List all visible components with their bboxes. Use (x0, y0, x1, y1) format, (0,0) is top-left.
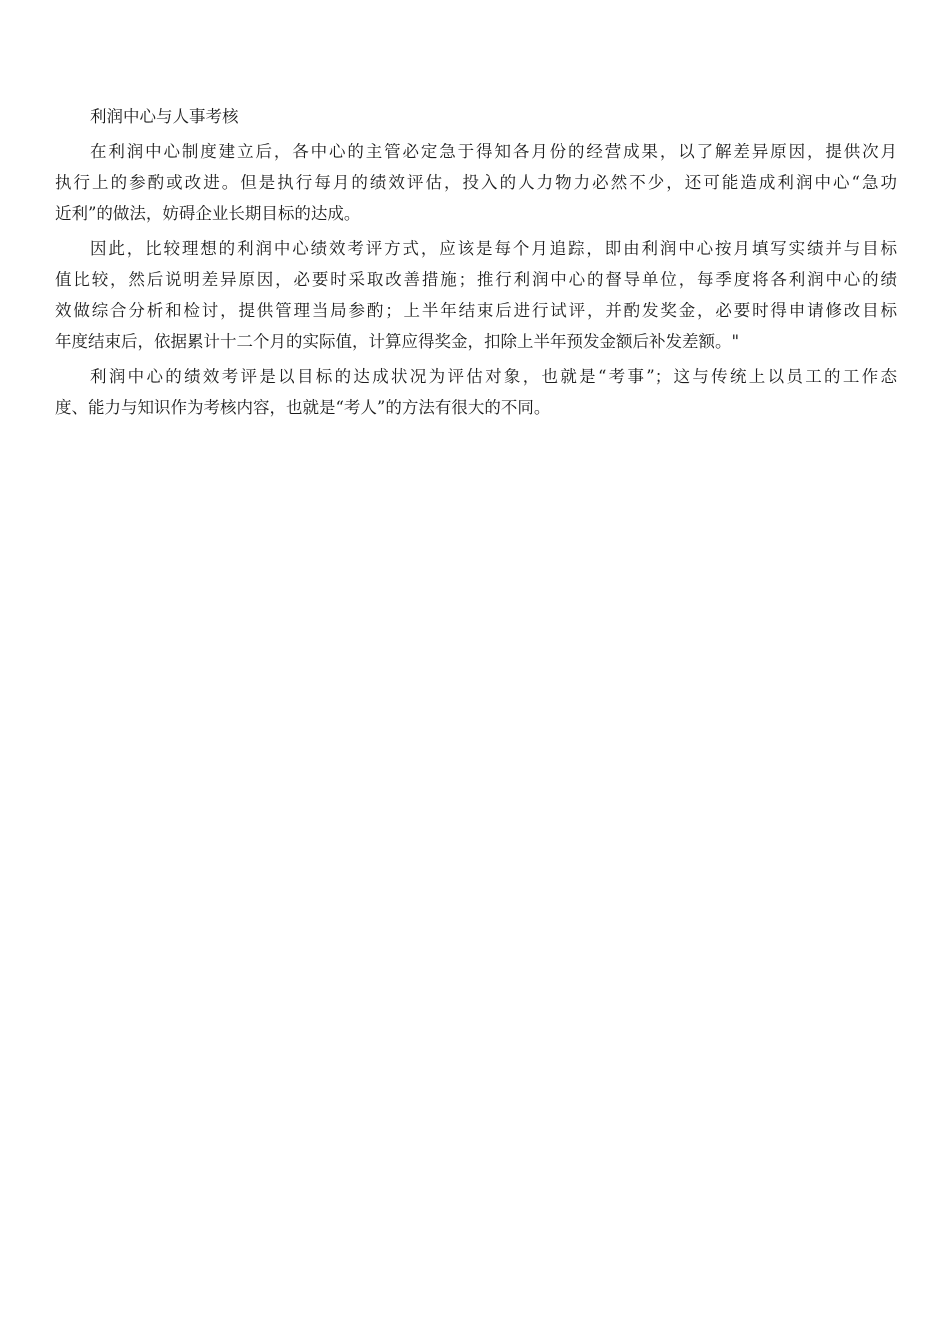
paragraph-line: 度、能力与知识作为考核内容，也就是“考人”的方法有很大的不同。 (55, 398, 551, 417)
paragraph-line: 在利润中心制度建立后，各中心的主管必定急于得知各月份的经营成果，以了解差异原因，提供次月 (90, 142, 897, 161)
paragraph-3 (55, 361, 897, 423)
paragraph-2 (55, 233, 897, 357)
paragraph-line: 近利”的做法，妨碍企业长期目标的达成。 (55, 204, 361, 223)
document-body (55, 101, 897, 423)
paragraph-line: 因此，比较理想的利润中心绩效考评方式，应该是每个月追踪，即由利润中心按月填写实绩并与目标 (90, 239, 897, 258)
document-title: 利润中心与人事考核 (90, 107, 239, 126)
paragraph-1 (55, 136, 897, 229)
paragraph-line: 效做综合分析和检讨，提供管理当局参酌；上半年结束后进行试评，并酌发奖金，必要时得申请修改目标 (55, 301, 897, 320)
paragraph-line: 利润中心的绩效考评是以目标的达成状况为评估对象，也就是“考事”；这与传统上以员工的工作态 (90, 367, 897, 386)
paragraph-line: 执行上的参酌或改进。但是执行每月的绩效评估，投入的人力物力必然不少，还可能造成利润中心“急功 (55, 173, 897, 192)
paragraph-line: 值比较，然后说明差异原因，必要时采取改善措施；推行利润中心的督导单位，每季度将各利润中心的绩 (55, 270, 897, 289)
paragraph-line: 年度结束后，依据累计十二个月的实际值，计算应得奖金，扣除上半年预发金额后补发差额。" (55, 332, 740, 351)
